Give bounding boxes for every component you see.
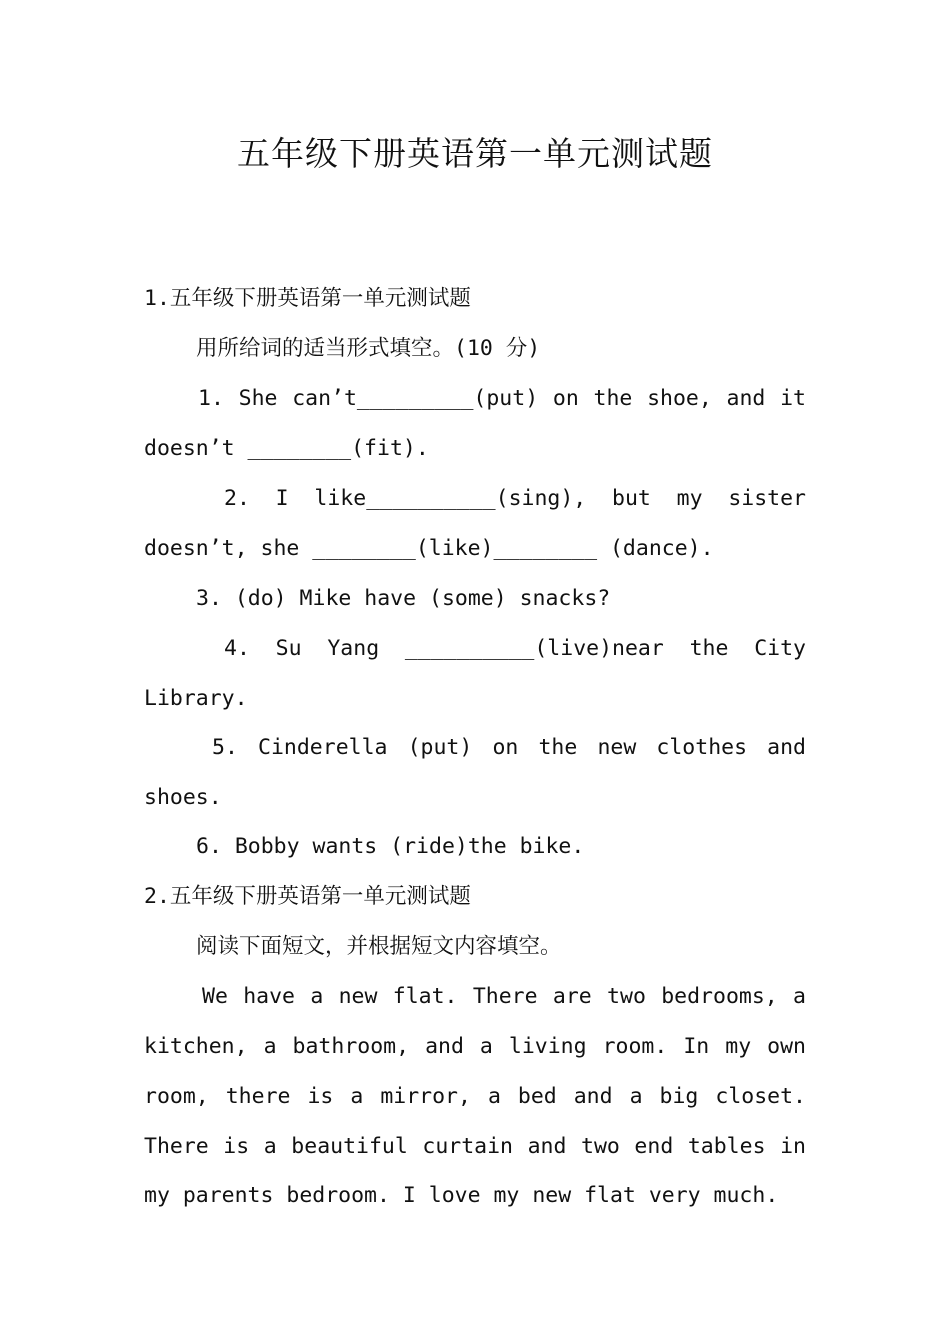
section-2-instruction: 阅读下面短文，并根据短文内容填空。: [196, 934, 562, 959]
item-1-line-2: doesn’t ________(fit).: [144, 436, 429, 461]
passage-line: We have a new flat. There are two bedrooms, a: [202, 984, 806, 1009]
item-4-line-1: 4. Su Yang __________(live)near the City: [224, 636, 806, 661]
item-1-line-1: 1. She can’t_________(put) on the shoe, and it: [198, 386, 806, 411]
page-title: 五年级下册英语第一单元测试题: [237, 134, 713, 173]
item-4-line-2: Library.: [144, 686, 248, 711]
item-2-line-2: doesn’t, she ________(like)________ (dance).: [144, 536, 714, 561]
item-5-line-1: 5. Cinderella (put) on the new clothes and: [212, 735, 806, 760]
item-2-line-1: 2. I like__________(sing), but my sister: [224, 486, 806, 511]
section-1-instruction: 用所给词的适当形式填空。(10 分): [196, 336, 541, 361]
item-6-line-1: 6. Bobby wants (ride)the bike.: [196, 834, 585, 859]
section-1-heading: 1.五年级下册英语第一单元测试题: [144, 286, 471, 311]
section-2-heading: 2.五年级下册英语第一单元测试题: [144, 884, 471, 909]
item-3-line-1: 3. (do) Mike have (some) snacks?: [196, 586, 611, 611]
item-5-line-2: shoes.: [144, 785, 222, 810]
passage-line: kitchen, a bathroom, and a living room. In my own: [144, 1034, 806, 1059]
passage-line: room, there is a mirror, a bed and a big closet.: [144, 1084, 806, 1109]
passage-line: my parents bedroom. I love my new flat very much.: [144, 1183, 779, 1208]
passage-line: There is a beautiful curtain and two end tables in: [144, 1134, 806, 1159]
